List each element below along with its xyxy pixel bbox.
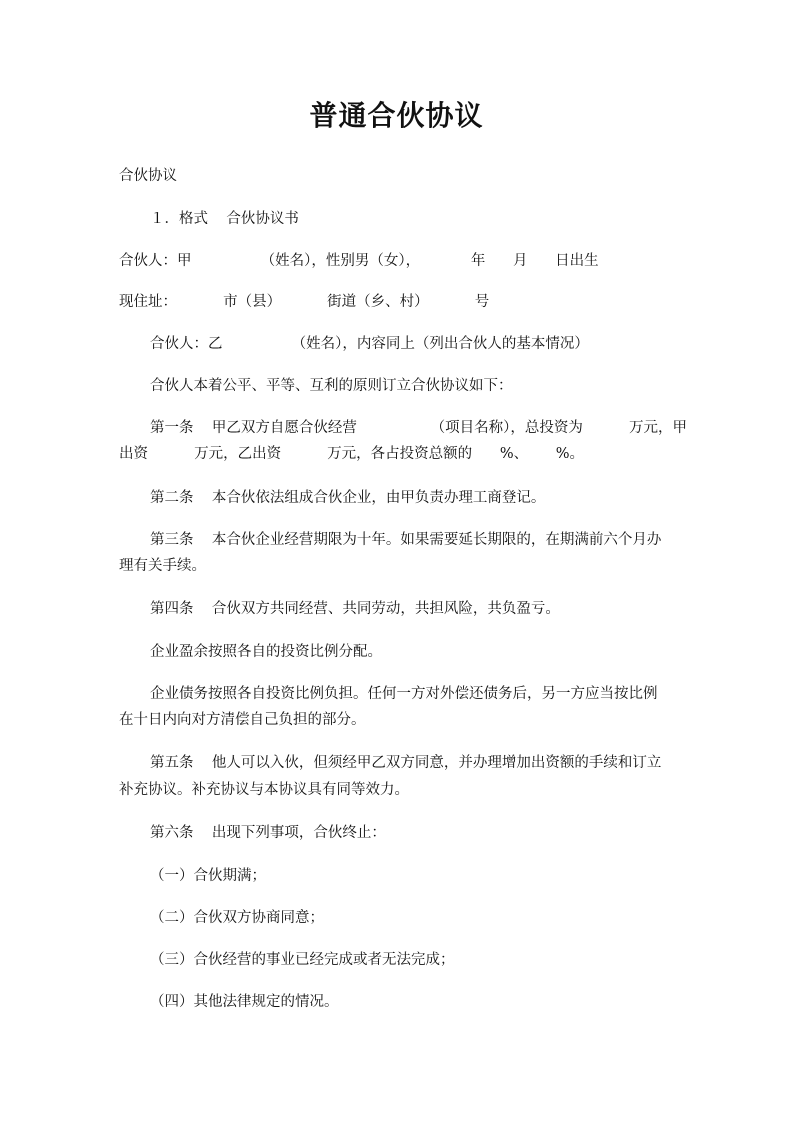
article-4-line: 第四条 合伙双方共同经营、共同劳动，共担风险，共负盈亏。	[150, 601, 560, 617]
partner-a-line: 合伙人：甲 （姓名），性别男（女）， 年 月 日出生	[119, 253, 599, 269]
profit-line: 企业盈余按照各自的投资比例分配。	[150, 644, 382, 660]
list-item-4: （四）其他法律规定的情况。	[150, 994, 339, 1010]
article-2-line: 第二条 本合伙依法组成合伙企业，由甲负责办理工商登记。	[150, 490, 546, 506]
article-1-line-1: 第一条 甲乙双方自愿合伙经营 （项目名称），总投资为 万元，甲	[150, 420, 688, 436]
article-3-line-1: 第三条 本合伙企业经营期限为十年。如果需要延长期限的，在期满前六个月办	[150, 532, 662, 548]
debt-line-2: 在十日内向对方清偿自己负担的部分。	[119, 712, 366, 728]
debt-line-1: 企业债务按照各自投资比例负担。任何一方对外偿还债务后，另一方应当按比例	[150, 686, 658, 702]
list-item-1: （一）合伙期满；	[150, 868, 266, 884]
format-line: １．格式 合伙协议书	[150, 211, 299, 227]
article-6-line: 第六条 出现下列事项，合伙终止：	[150, 825, 386, 841]
partner-b-line: 合伙人：乙 （姓名），内容同上（列出合伙人的基本情况）	[150, 336, 589, 352]
section-heading: 合伙协议	[119, 168, 177, 184]
list-item-3: （三）合伙经营的事业已经完成或者无法完成；	[150, 952, 455, 968]
article-5-line-1: 第五条 他人可以入伙，但须经甲乙双方同意，并办理增加出资额的手续和订立	[150, 755, 662, 771]
article-5-line-2: 补充协议。补充协议与本协议具有同等效力。	[119, 782, 409, 798]
article-1-line-2: 出资 万元，乙出资 万元，各占投资总额的 %、 %。	[119, 446, 585, 462]
document-title: 普通合伙协议	[309, 99, 484, 132]
intro-line: 合伙人本着公平、平等、互利的原则订立合伙协议如下：	[150, 378, 513, 394]
article-3-line-2: 理有关手续。	[119, 558, 206, 574]
address-line: 现住址： 市（县） 街道（乡、村） 号	[119, 294, 490, 310]
list-item-2: （二）合伙双方协商同意；	[150, 910, 324, 926]
